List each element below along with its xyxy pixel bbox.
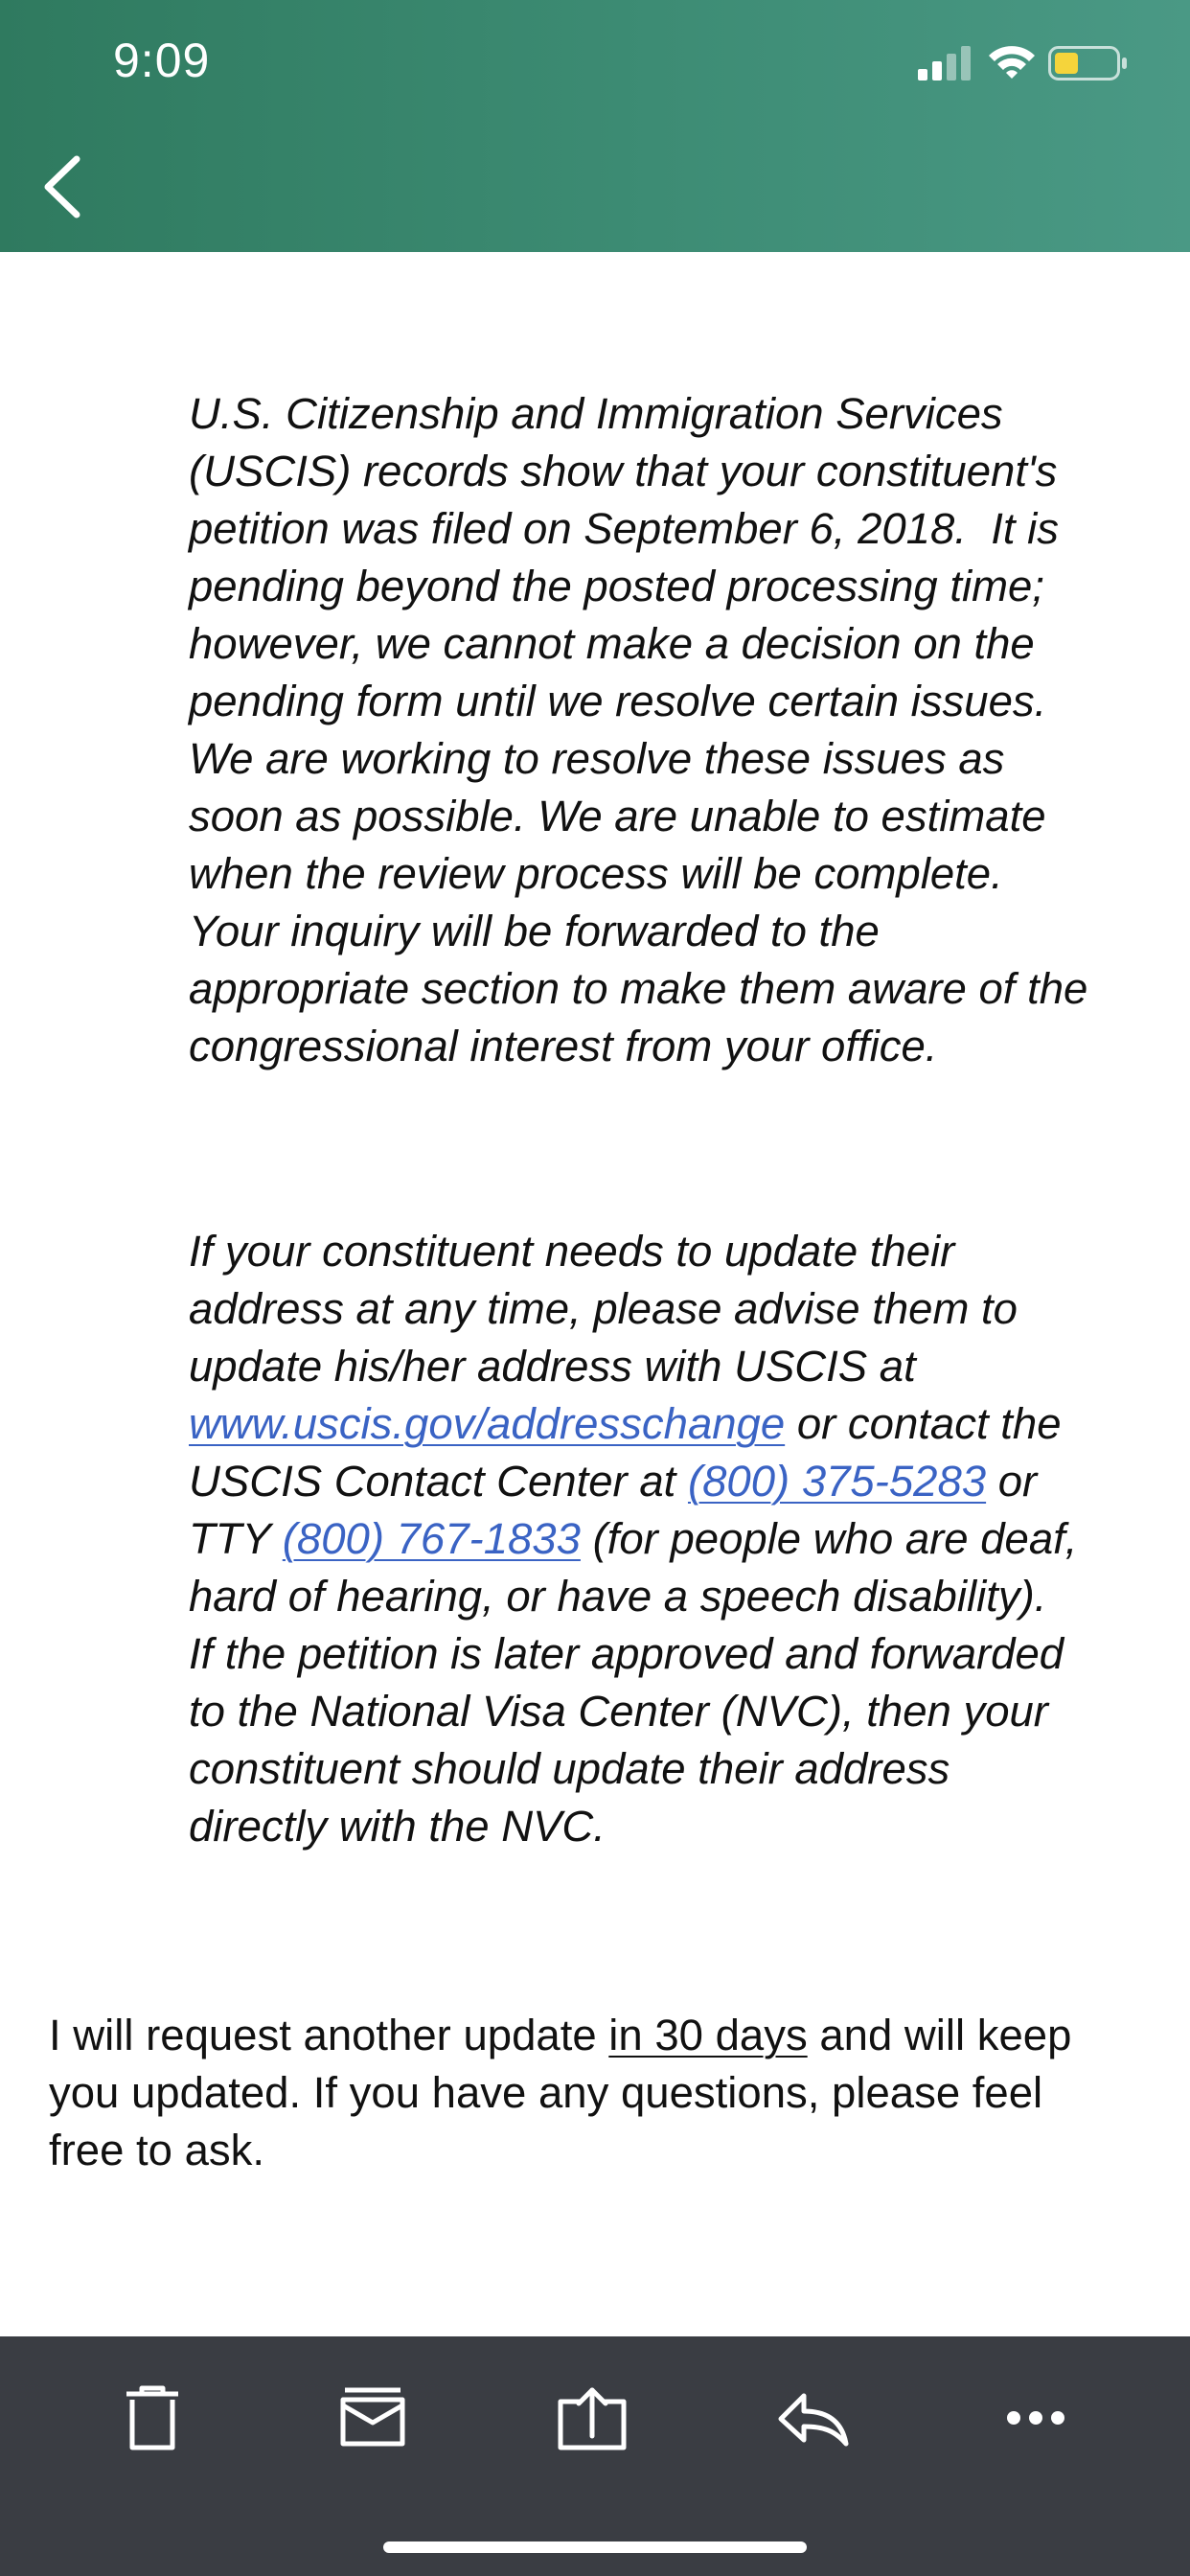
address-change-link[interactable]: www.uscis.gov/addresschange — [189, 1399, 786, 1448]
quoted-paragraph-address — [189, 1223, 1156, 1855]
more-icon — [1007, 2411, 1064, 2425]
text-line: We are working to resolve these issues as — [189, 734, 1005, 783]
text-line: update his/her address with USCIS at — [189, 1342, 916, 1391]
reply-paragraph — [49, 2007, 1151, 2179]
text-fragment: and will keep — [807, 2011, 1072, 2059]
home-indicator — [383, 2542, 807, 2553]
move-to-folder-button[interactable] — [549, 2375, 635, 2461]
date-detected-link[interactable]: in 30 days — [608, 2011, 808, 2059]
text-fragment: (for people who are deaf, — [580, 1514, 1078, 1563]
trash-button[interactable] — [109, 2375, 195, 2461]
battery-icon — [1048, 46, 1129, 80]
text-fragment: or — [986, 1457, 1038, 1506]
reply-button[interactable] — [769, 2375, 856, 2461]
cellular-signal-icon — [918, 46, 973, 80]
text-line: If your constituent needs to update their — [189, 1227, 955, 1276]
text-fragment: USCIS Contact Center at — [189, 1457, 688, 1506]
header-bar — [0, 0, 1190, 252]
text-fragment: or contact the — [785, 1399, 1062, 1448]
archive-icon — [343, 2390, 402, 2444]
text-line: petition was filed on September 6, 2018. It is — [189, 504, 1060, 553]
chevron-left-icon — [48, 159, 77, 215]
text-line — [189, 1395, 1156, 1453]
text-line: constituent should update their address — [189, 1744, 950, 1793]
text-line: you updated. If you have any questions, please feel — [49, 2068, 1043, 2117]
text-line: address at any time, please advise them to — [189, 1284, 1018, 1333]
reply-icon — [781, 2396, 846, 2444]
more-button[interactable] — [993, 2375, 1079, 2461]
text-line: Your inquiry will be forwarded to the — [189, 907, 880, 955]
text-line: pending form until we resolve certain issues. — [189, 677, 1047, 725]
text-line: when the review process will be complete. — [189, 849, 1003, 898]
archive-button[interactable] — [330, 2375, 416, 2461]
text-line — [189, 1453, 1156, 1510]
text-fragment: TTY — [189, 1514, 283, 1563]
text-fragment: I will request another update — [49, 2011, 609, 2059]
status-time: 9:09 — [113, 34, 211, 87]
trash-icon — [126, 2388, 178, 2448]
text-line: directly with the NVC. — [189, 1802, 606, 1851]
move-to-folder-icon — [561, 2390, 624, 2448]
text-line: If the petition is later approved and forwarded — [189, 1629, 1064, 1678]
text-line: (USCIS) records show that your constituent's — [189, 447, 1058, 495]
text-line: U.S. Citizenship and Immigration Services — [189, 389, 1003, 438]
text-line: to the National Visa Center (NVC), then your — [189, 1687, 1048, 1736]
tty-phone-link[interactable]: (800) 767-1833 — [282, 1514, 581, 1563]
text-line — [49, 2007, 1151, 2064]
text-line: however, we cannot make a decision on the — [189, 619, 1035, 668]
text-line — [189, 1510, 1156, 1568]
text-line: appropriate section to make them aware of the — [189, 964, 1088, 1013]
text-line: congressional interest from your office. — [189, 1022, 938, 1070]
text-line: free to ask. — [49, 2126, 265, 2174]
text-line: hard of hearing, or have a speech disability). — [189, 1572, 1047, 1621]
bottom-toolbar — [0, 2336, 1190, 2576]
text-line: pending beyond the posted processing time; — [189, 562, 1044, 610]
quoted-paragraph-status — [189, 385, 1156, 1075]
text-line: soon as possible. We are unable to estimate — [189, 792, 1046, 840]
contact-center-phone-link[interactable]: (800) 375-5283 — [687, 1457, 987, 1506]
back-button[interactable] — [34, 144, 92, 230]
wifi-icon — [987, 42, 1037, 80]
